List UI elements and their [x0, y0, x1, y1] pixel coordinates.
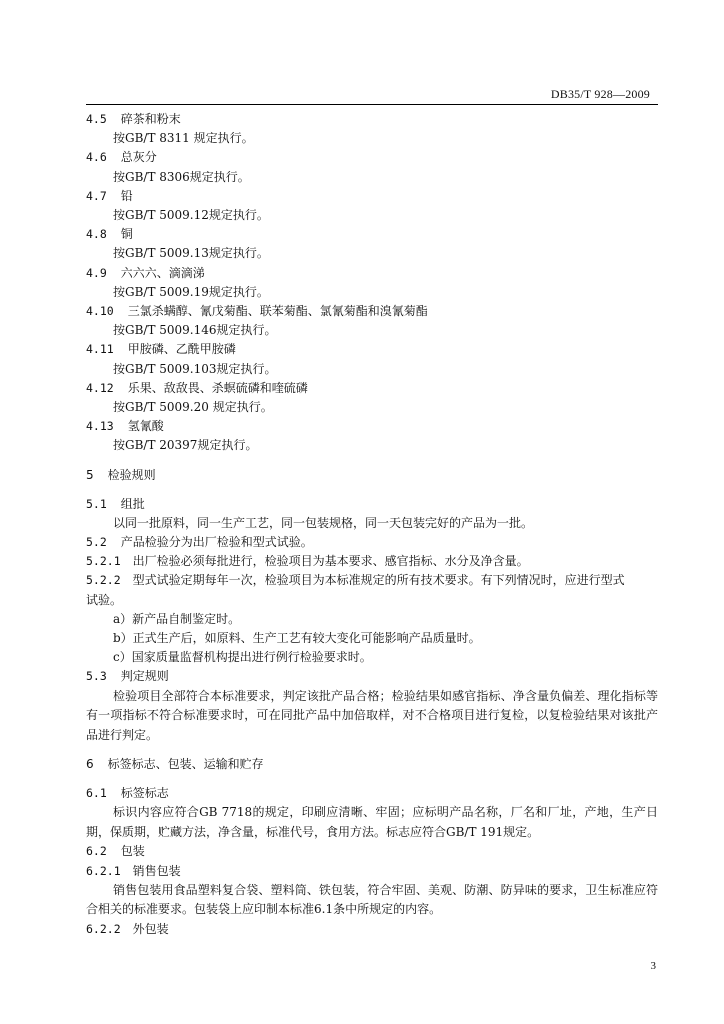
section-title: 乐果、敌敌畏、杀螟硫磷和喹硫磷	[127, 380, 308, 395]
section-4-6	[86, 148, 658, 186]
document-code: DB35/T 928—2009	[550, 87, 650, 101]
section-title: 包装	[120, 844, 145, 859]
section-text: 按GB/T 20397规定执行。	[113, 438, 258, 453]
section-heading	[86, 225, 658, 244]
section-number: 4.13	[86, 419, 114, 434]
section-number: 5.3	[86, 669, 107, 684]
section-5-3-heading	[86, 667, 658, 686]
section-title: 外包装	[132, 921, 169, 936]
section-4-5	[86, 110, 658, 148]
section-title: 碎茶和粉末	[120, 112, 181, 126]
section-number: 4.9	[86, 265, 107, 280]
section-title: 甲胺磷、乙酰甲胺磷	[127, 342, 236, 357]
header-rule	[86, 104, 658, 105]
list-item-a: a）新产品自制鉴定时。	[113, 611, 241, 626]
section-number: 6.2	[86, 844, 107, 859]
section-number: 4.11	[86, 342, 114, 357]
section-number: 6.2.1	[86, 863, 121, 878]
section-title: 铜	[120, 227, 133, 242]
section-5-1-heading	[86, 495, 658, 514]
section-text: 按GB/T 5009.146规定执行。	[113, 323, 277, 338]
section-6-2-2-heading	[86, 920, 658, 939]
section-5-3-text: 检验项目全部符合本标准要求，判定该批产品合格；检验结果如感官指标、净含量负偏差、理化指标等有一项指标不符合标准要求时，可在同批产品中加倍取样，对不合格项目进行复检，以复检验结果对该批产品进行判定。	[86, 688, 658, 742]
section-text: 出厂检验必须每批进行，检验项目为基本要求、感官指标、水分及净含量。	[132, 554, 529, 569]
page-number: 3	[650, 960, 656, 972]
section-title: 判定规则	[120, 669, 169, 684]
section-text: 按GB/T 5009.13规定执行。	[113, 246, 269, 261]
section-text: 按GB/T 5009.19规定执行。	[113, 284, 269, 299]
section-title: 氢氰酸	[127, 419, 164, 434]
section-text: 按GB/T 5009.12规定执行。	[113, 208, 269, 223]
section-number: 4.5	[86, 112, 107, 126]
chapter-number: 5	[86, 467, 94, 482]
section-number: 4.8	[86, 227, 107, 242]
section-heading	[86, 379, 658, 398]
section-number: 4.10	[86, 304, 114, 319]
section-title: 总灰分	[120, 150, 157, 165]
section-heading	[86, 417, 658, 436]
chapter-number: 6	[86, 757, 94, 772]
section-heading	[86, 148, 658, 167]
section-number: 5.2.1	[86, 554, 121, 569]
section-5-2-2	[86, 571, 658, 590]
section-heading	[86, 302, 658, 321]
section-heading	[86, 264, 658, 283]
chapter-title: 检验规则	[107, 467, 156, 482]
section-heading	[86, 187, 658, 206]
section-4-11	[86, 340, 658, 378]
section-5-2-heading	[86, 533, 658, 552]
section-title: 标签标志	[120, 786, 169, 801]
section-text: 按GB/T 5009.20 规定执行。	[113, 400, 273, 415]
section-4-9	[86, 264, 658, 302]
section-title: 三氯杀螨醇、氰戊菊酯、联苯菊酯、氯氰菊酯和溴氰菊酯	[127, 304, 428, 319]
section-6-2-1-text: 销售包装用食品塑料复合袋、塑料筒、铁包装，符合牢固、美观、防潮、防异味的要求，卫生标准应符合相关的标准要求。包装袋上应印制本标准6.1条中所规定的内容。	[86, 882, 658, 917]
section-number: 4.7	[86, 188, 107, 203]
page-body	[86, 110, 658, 939]
section-6-1-text: 标识内容应符合GB 7718的规定，印刷应清晰、牢固；应标明产品名称，厂名和厂址，产地，生产日期，保质期，贮藏方法，净含量，标准代号，食用方法。标志应符合GB/T 191规定。	[86, 805, 658, 839]
section-4-8	[86, 225, 658, 263]
section-5-2-2-continued: 试验。	[86, 592, 123, 607]
section-title: 六六六、滴滴涕	[120, 265, 205, 280]
section-4-7	[86, 187, 658, 225]
section-text: 按GB/T 8306规定执行。	[113, 169, 250, 184]
section-title: 销售包装	[132, 863, 181, 878]
section-number: 6.2.2	[86, 921, 121, 936]
section-text: 按GB/T 8311 规定执行。	[113, 131, 254, 146]
chapter-5-heading	[86, 466, 658, 485]
section-text: 产品检验分为出厂检验和型式试验。	[120, 535, 313, 550]
section-title: 铅	[120, 188, 133, 203]
chapter-6-heading	[86, 755, 658, 774]
section-6-1-heading	[86, 784, 658, 803]
section-number: 4.6	[86, 150, 107, 165]
section-number: 6.1	[86, 786, 107, 801]
section-5-2-1	[86, 552, 658, 571]
section-number: 5.2	[86, 535, 107, 550]
section-number: 5.2.2	[86, 573, 121, 588]
list-item-b: b）正式生产后，如原料、生产工艺有较大变化可能影响产品质量时。	[113, 631, 481, 646]
section-4-10	[86, 302, 658, 340]
section-title: 组批	[120, 496, 145, 511]
list-item-c: c）国家质量监督机构提出进行例行检验要求时。	[113, 650, 372, 665]
section-text: 按GB/T 5009.103规定执行。	[113, 361, 277, 376]
section-6-2-heading	[86, 842, 658, 861]
section-text: 型式试验定期每年一次，检验项目为本标准规定的所有技术要求。有下列情况时，应进行型式	[132, 573, 625, 588]
chapter-title: 标签标志、包装、运输和贮存	[107, 757, 264, 772]
section-4-13	[86, 417, 658, 455]
section-number: 5.1	[86, 496, 107, 511]
section-heading	[86, 110, 658, 129]
section-heading	[86, 340, 658, 359]
section-6-2-1-heading	[86, 862, 658, 881]
section-4-12	[86, 379, 658, 417]
section-5-1-text: 以同一批原料，同一生产工艺，同一包装规格，同一天包装完好的产品为一批。	[113, 515, 534, 530]
section-number: 4.12	[86, 380, 114, 395]
